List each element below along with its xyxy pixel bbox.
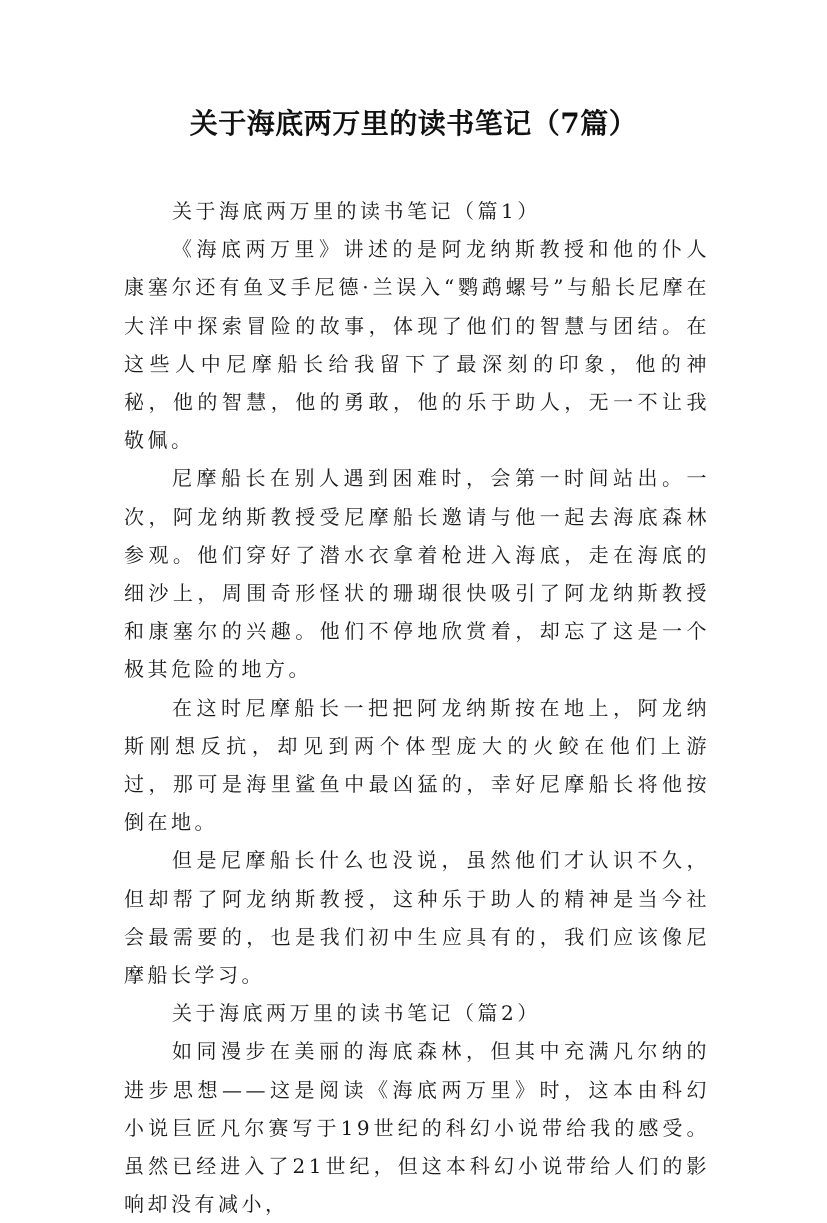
section-heading-2: 关于海底两万里的读书笔记（篇2）: [172, 1001, 541, 1026]
paragraph: 在这时尼摩船长一把把阿龙纳斯按在地上，阿龙纳斯刚想反抗，却见到两个体型庞大的火鲛在他们上游过，那可是海里鲨鱼中最凶猛的，幸好尼摩船长将他按倒在地。: [124, 695, 710, 835]
paragraph: 《海底两万里》讲述的是阿龙纳斯教授和他的仆人康塞尔还有鱼叉手尼德·兰误入“鹦鹉螺号”与船长尼摩在大洋中探索冒险的故事，体现了他们的智慧与团结。在这些人中尼摩船长给我留下了最深刻的印象，他的神秘，他的智慧，他的勇敢，他的乐于助人，无一不让我敬佩。: [124, 237, 710, 453]
paragraph: 如同漫步在美丽的海底森林，但其中充满凡尔纳的进步思想——这是阅读《海底两万里》时，这本由科幻小说巨匠凡尔赛写于19世纪的科幻小说带给我的感受。虽然已经进入了21世纪，但这本科幻小说带给人们的影响却没有减小，: [124, 1039, 710, 1217]
document-title: 关于海底两万里的读书笔记（7篇）: [189, 107, 638, 140]
paragraph: 尼摩船长在别人遇到困难时，会第一时间站出。一次，阿龙纳斯教授受尼摩船长邀请与他一起去海底森林参观。他们穿好了潜水衣拿着枪进入海底，走在海底的细沙上，周围奇形怪状的珊瑚很快吸引了阿龙纳斯教授和康塞尔的兴趣。他们不停地欣赏着，却忘了这是一个极其危险的地方。: [124, 466, 710, 682]
section-heading-1: 关于海底两万里的读书笔记（篇1）: [172, 199, 541, 223]
paragraph: 但是尼摩船长什么也没说，虽然他们才认识不久，但却帮了阿龙纳斯教授，这种乐于助人的精神是当今社会最需要的，也是我们初中生应具有的，我们应该像尼摩船长学习。: [124, 848, 710, 988]
document-body: [124, 192, 710, 1223]
